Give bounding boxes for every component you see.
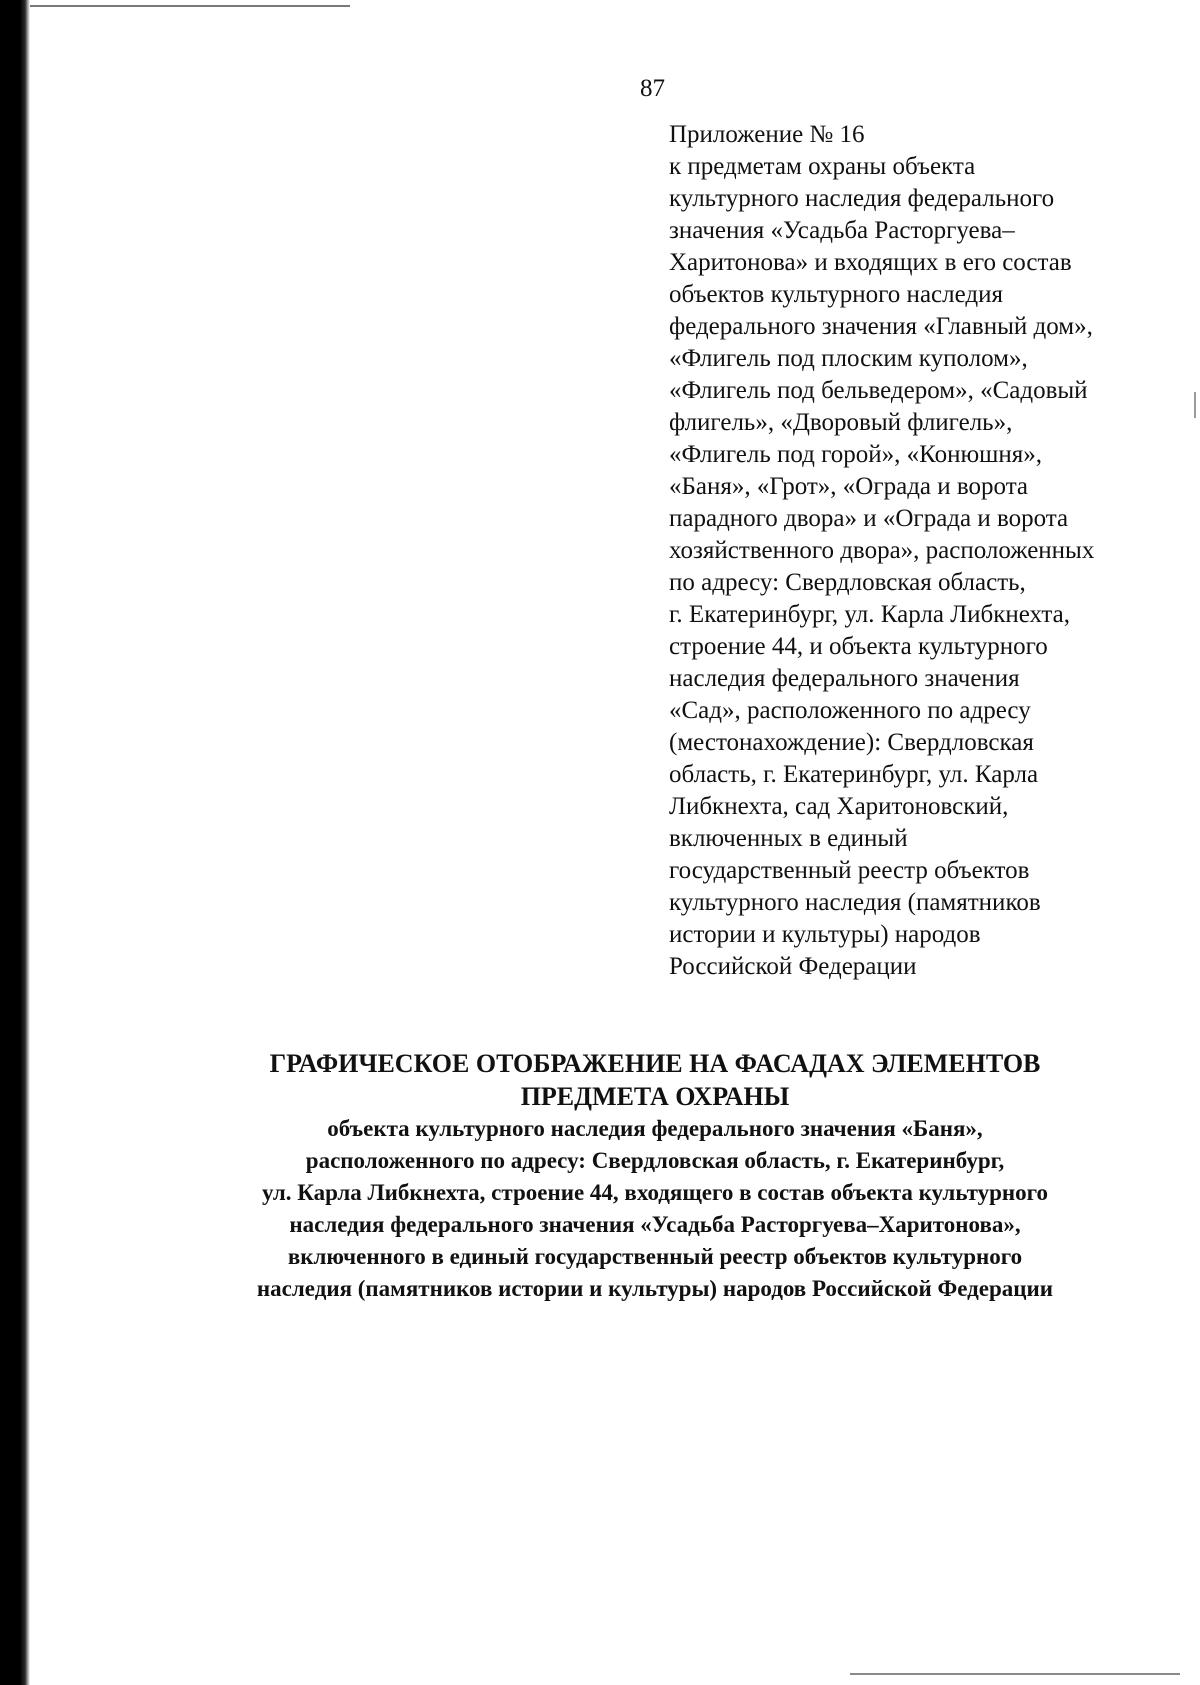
scan-top-border [30, 5, 350, 7]
appendix-line: наследия федерального значения [669, 665, 1020, 692]
appendix-line: значения «Усадьба Расторгуева– [669, 217, 1015, 244]
appendix-line: «Баня», «Грот», «Ограда и ворота [669, 473, 1029, 500]
appendix-line: истории и культуры) народов [669, 921, 981, 948]
scan-bottom-border [850, 1673, 1180, 1675]
appendix-line: Харитонова» и входящих в его состав [669, 249, 1072, 276]
scan-right-mark [1194, 392, 1196, 418]
document-subtitle: наследия (памятников истории и культуры) народов Российской Федерации [256, 1276, 1054, 1301]
appendix-line: федерального значения «Главный дом», [669, 313, 1093, 340]
document-subtitle: ул. Карла Либкнехта, строение 44, входящего в состав объекта культурного [261, 1180, 1049, 1205]
appendix-line: культурного наследия (памятников [669, 889, 1041, 916]
document-title-block [120, 1047, 1190, 1305]
appendix-line: государственный реестр объектов [669, 857, 1030, 884]
document-subtitle: расположенного по адресу: Свердловская область, г. Екатеринбург, [305, 1148, 1005, 1173]
document-subtitle: объекта культурного наследия федерального значения «Баня», [327, 1116, 983, 1141]
appendix-line: Приложение № 16 [669, 121, 865, 148]
appendix-line: «Сад», расположенного по адресу [669, 697, 1031, 724]
appendix-line: хозяйственного двора», расположенных [669, 537, 1095, 564]
appendix-line: г. Екатеринбург, ул. Карла Либкнехта, [669, 601, 1071, 628]
document-title: ГРАФИЧЕСКОЕ ОТОБРАЖЕНИЕ НА ФАСАДАХ ЭЛЕМЕНТОВ [269, 1049, 1041, 1078]
appendix-line: «Флигель под бельведером», «Садовый [669, 377, 1088, 404]
document-subtitle: наследия федерального значения «Усадьба Расторгуева–Харитонова», [289, 1212, 1021, 1237]
appendix-line: «Флигель под горой», «Конюшня», [669, 441, 1043, 468]
appendix-line: «Флигель под плоским куполом», [669, 345, 1028, 372]
appendix-line: к предметам охраны объекта [669, 153, 976, 180]
appendix-line: (местонахождение): Свердловская [669, 729, 1034, 756]
appendix-line: парадного двора» и «Ограда и ворота [669, 505, 1069, 532]
appendix-line: по адресу: Свердловская область, [669, 569, 1026, 596]
appendix-line: Либкнехта, сад Харитоновский, [669, 793, 1009, 820]
appendix-header [669, 119, 1169, 983]
appendix-line: флигель», «Дворовый флигель», [669, 409, 1013, 436]
appendix-line: Российской Федерации [669, 953, 917, 980]
appendix-line: область, г. Екатеринбург, ул. Карла [669, 761, 1039, 788]
document-title: ПРЕДМЕТА ОХРАНЫ [520, 1082, 790, 1111]
appendix-line: объектов культурного наследия [669, 281, 1003, 308]
appendix-line: культурного наследия федерального [669, 185, 1055, 212]
appendix-line: строение 44, и объекта культурного [669, 633, 1048, 660]
scan-binding-edge [0, 0, 30, 1685]
page-number: 87 [640, 75, 665, 102]
document-subtitle: включенного в единый государственный реестр объектов культурного [287, 1244, 1023, 1269]
appendix-line: включенных в единый [669, 825, 908, 852]
